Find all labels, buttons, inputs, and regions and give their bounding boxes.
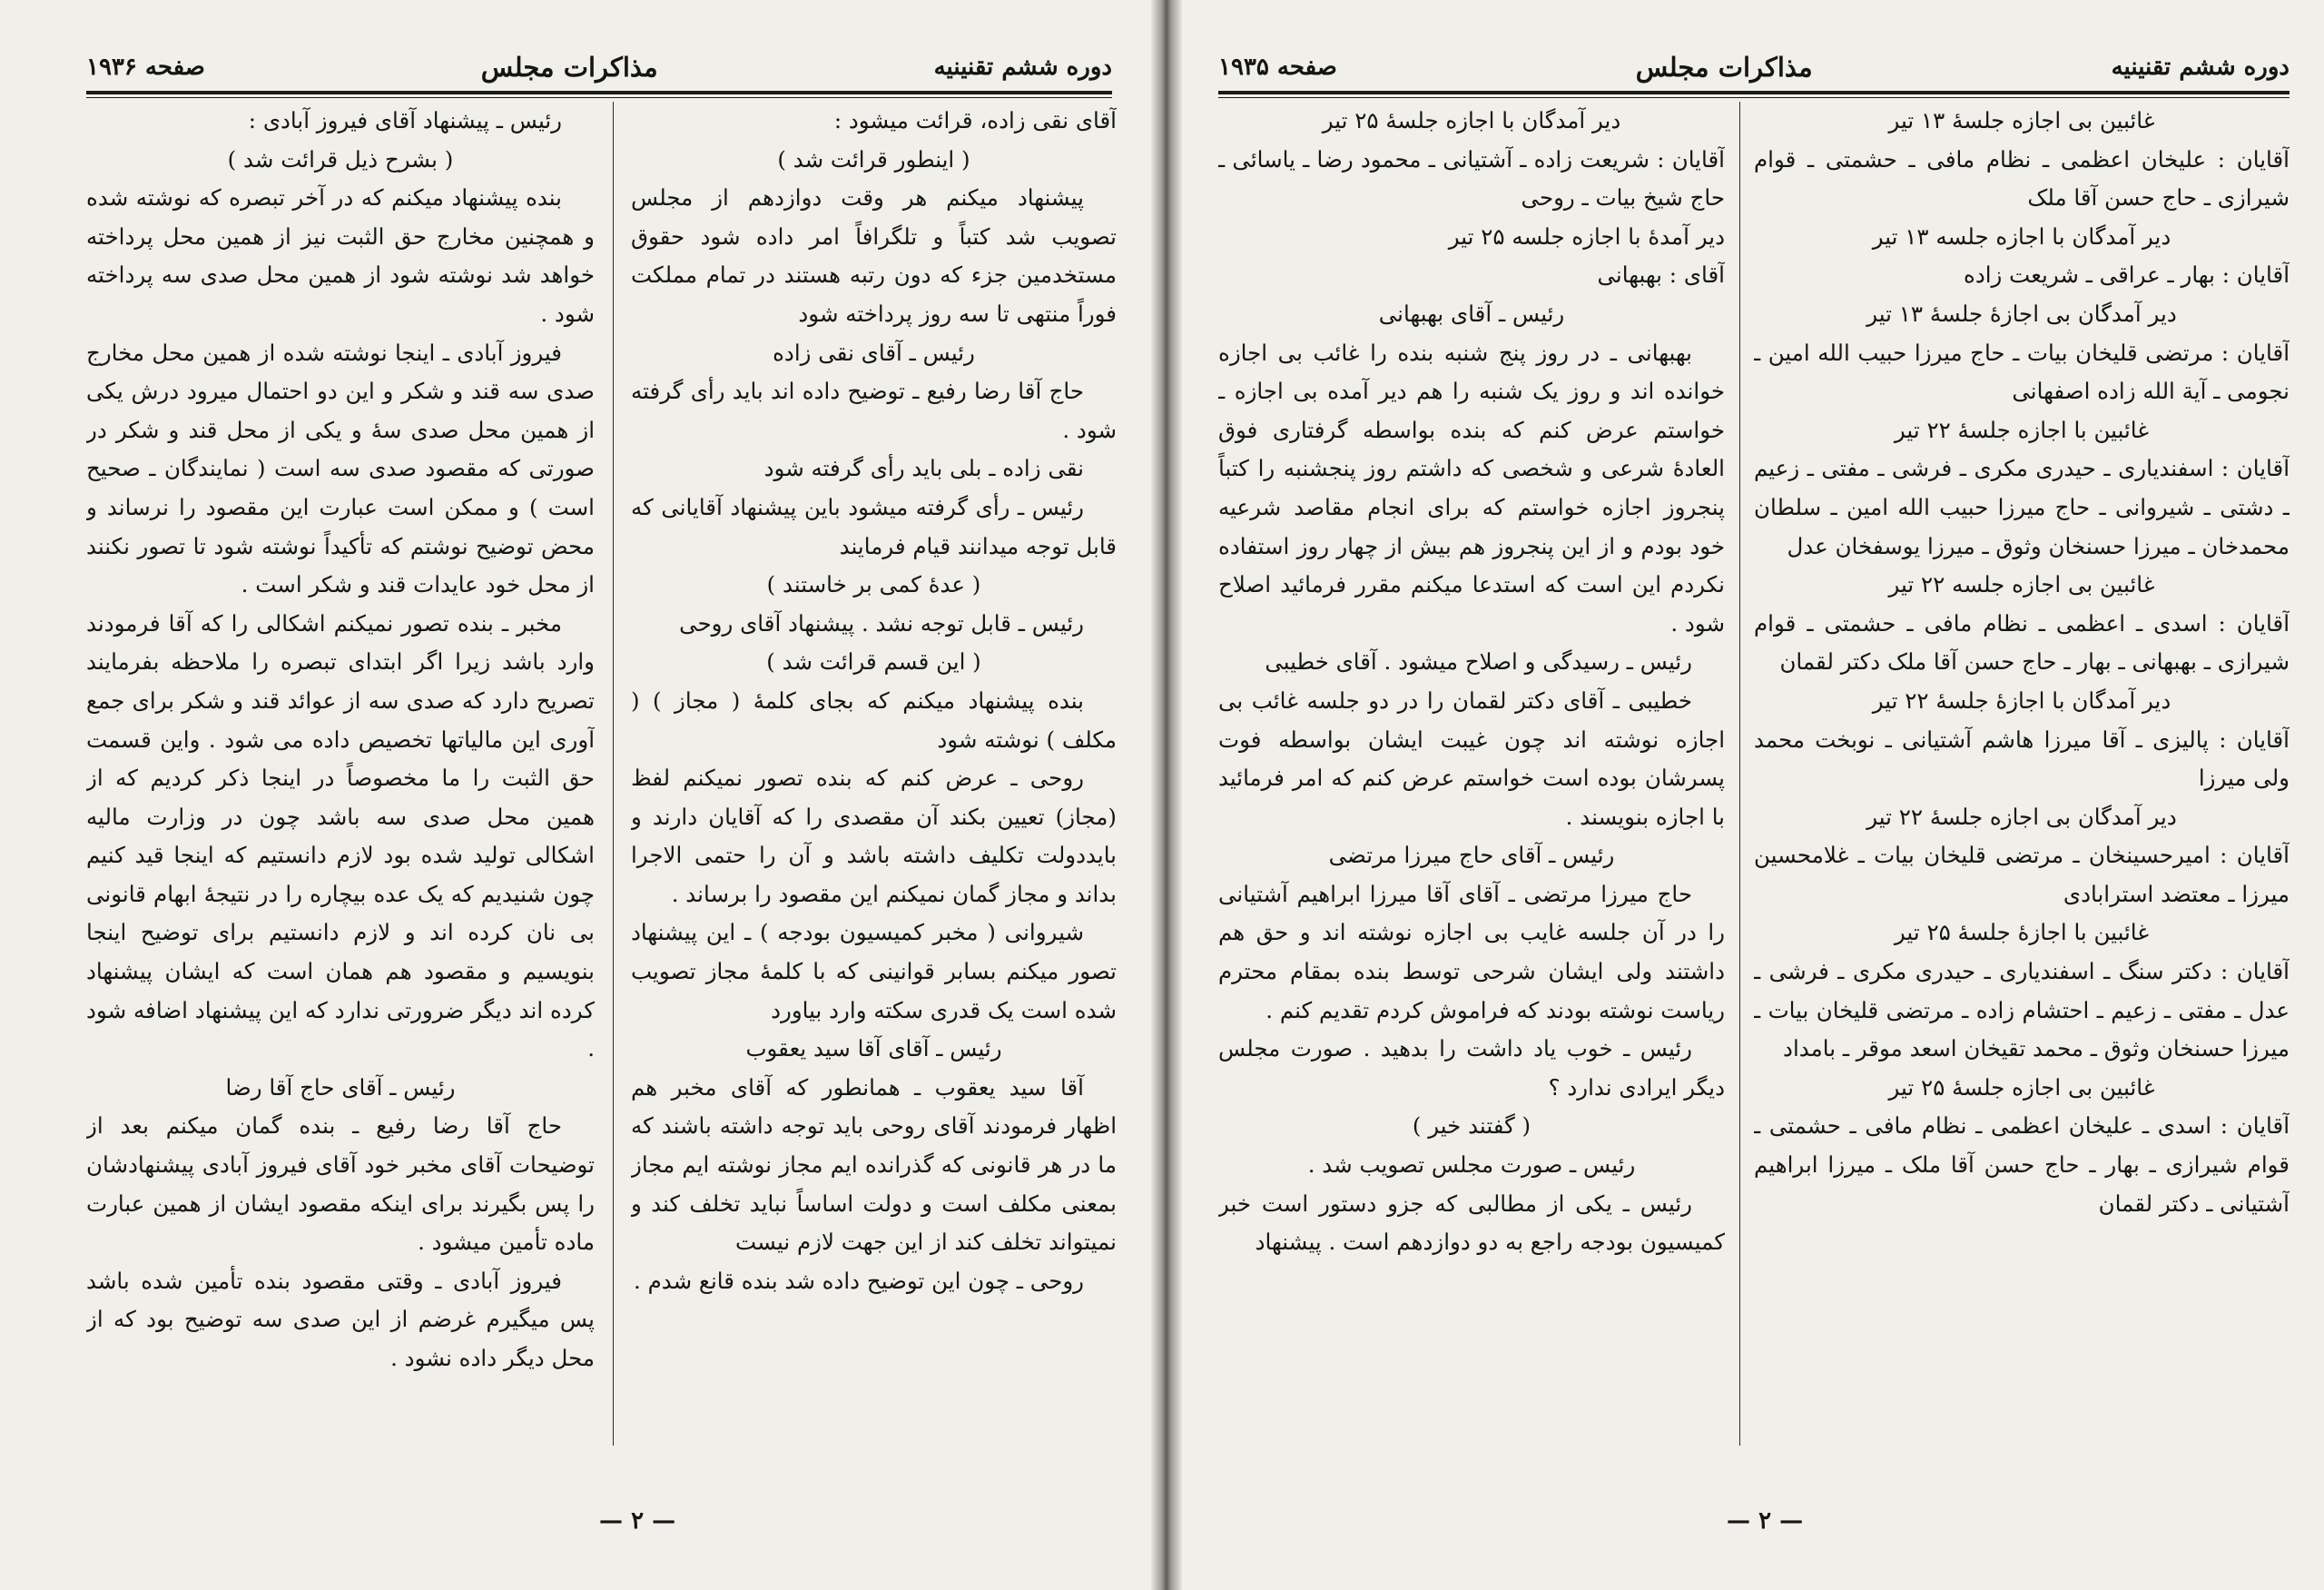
paragraph: رئیس ـ یکی از مطالبی که جزو دستور است خبر کمیسیون بودجه راجع به دو دوازدهم است . پیشنهاد — [1218, 1190, 1725, 1256]
heading-line: دیر آمدگان با اجازهٔ جلسهٔ ۲۲ تیر — [1872, 686, 2171, 714]
paragraph: دیر آمدهٔ با اجازه جلسه ۲۵ تیر — [1448, 222, 1725, 250]
paragraph: مخبر ـ بنده تصور نمیکنم اشکالی را که آقا فرمودند وارد باشد زیرا اگر ابتدای تبصره را ملاحظه بفرمایند تصریح دارد که صدی سه از عوائد قند و شکر برای جمع آوری این مالیاتها تخصیص داده می شود . واین قسمت حق الثبت را ما مخصوصاً در اینجا ذکر کردیم که از همین محل صدی سه باشد چون در وزارت مالیه اشکالی تولید شده بود لازم دانستیم که اینجا قید کنیم چون شنیدیم که یک عده بیچاره را در نتیجهٔ ابهام قانونی بی نان کرده اند و لازم دانستیم برای توضیح اینجا بنویسیم و مقصود هم همان است که ایشان پیشنهاد کرده اند دیگر ضرورتی ندارد که این پیشنهاد اضافه شود . — [86, 609, 595, 1062]
heading-line: غائبین با اجازه جلسهٔ ۲۲ تیر — [1894, 416, 2150, 443]
left-page-session: دوره ششم تقنینیه — [933, 54, 1112, 81]
paragraph: حاج آقا رضا رفیع ـ بنده گمان میکنم بعد از توضیحات آقای مخبر خود آقای فیروز آبادی پیشنهادشان را پس بگیرند برای اینکه مقصود ایشان از همین عبارت ماده تأمین میشود . — [86, 1112, 595, 1256]
heading-line: دیر آمدگان بی اجازه جلسهٔ ۲۲ تیر — [1866, 803, 2177, 830]
heading-line: غائبین با اجازهٔ جلسهٔ ۲۵ تیر — [1894, 919, 2150, 946]
paragraph: پیشنهاد میکنم هر وقت دوازدهم از مجلس تصویب شد کتباً و تلگرافاً امر داده شود حقوق مستخدمین جزء که دون رتبه هستند در تمام مملکت فوراً منتهی تا سه روز پرداخته شود — [631, 184, 1117, 327]
left-page-footer: — ٢ — — [599, 1507, 676, 1535]
paragraph: رئیس ـ قابل توجه نشد . پیشنهاد آقای روحی — [679, 609, 1084, 637]
left-page-right-column — [631, 102, 1117, 1455]
left-page-number: صفحه ۱۹۳۶ — [86, 54, 205, 81]
right-header-rule — [1218, 91, 2290, 94]
heading-line: رئیس ـ آقای حاج آقا رضا — [225, 1073, 456, 1101]
paragraph: آقایان : علیخان اعظمی ـ نظام مافی ـ حشمتی ـ قوام شیرازی ـ حاج حسن آقا ملک — [1754, 145, 2290, 212]
paragraph: آقایان : امیرحسینخان ـ مرتضی قلیخان بیات ـ غلامحسین میرزا ـ معتضد استرابادی — [1754, 842, 2290, 907]
paragraph: آقایان : اسدی ـ علیخان اعظمی ـ نظام مافی ـ حشمتی ـ قوام شیرازی ـ بهار ـ حاج حسن آقا ملک ـ میرزا ابراهیم آشتیانی ـ دکتر لقمان — [1754, 1112, 2290, 1217]
heading-line: ( اینطور قرائت شد ) — [777, 145, 970, 173]
heading-line: دیر آمدگان با اجازه جلسهٔ ۲۵ تیر — [1322, 107, 1621, 133]
heading-line: رئیس ـ آقای حاج میرزا مرتضی — [1328, 842, 1615, 869]
left-page-left-column — [86, 102, 595, 1455]
right-page-footer: — ٢ — — [1727, 1507, 1804, 1535]
paragraph: آقایان : بهار ـ عراقی ـ شریعت زاده — [1964, 262, 2290, 289]
paragraph: حاج میرزا مرتضی ـ آقای آقا میرزا ابراهیم آشتیانی را در آن جلسه غایب بی اجازه نوشته اند و حق هم داشتند ولی ایشان شرحی توسط بنده بمقام محترم ریاست نوشته بودند که فراموش کردم تقدیم کنم . — [1218, 880, 1725, 1023]
heading-line: ( این قسم قرائت شد ) — [766, 648, 981, 676]
paragraph: فیروز آبادی ـ وقتی مقصود بنده تأمین شده باشد پس میگیرم غرضم از این صدی سه توضیح بود که از محل دیگر داده نشود . — [86, 1267, 595, 1371]
right-page-title: مذاکرات مجلس — [1635, 52, 1813, 83]
right-page-session: دوره ششم تقنینیه — [2111, 54, 2290, 81]
heading-line: ( گفتند خیر ) — [1412, 1112, 1531, 1140]
paragraph: بنده پیشنهاد میکنم که در آخر تبصره که نوشته شده و همچنین مخارج حق الثبت نیز از همین محل پرداخته خواهد شد نوشته شود از همین محل صدی سه پرداخته شود . — [86, 184, 595, 327]
left-page-column-divider — [613, 102, 614, 1446]
paragraph: آقا سید یعقوب ـ همانطور که آقای مخبر هم اظهار فرمودند آقای روحی باید توجه داشته باشند که ما در هر قانونی که گذرانده ایم مجاز نوشته ایم مجاز بمعنی مکلف است و دولت اساساً نباید تخلف کند و نمیتواند تخلف کند از این جهت لازم نیست — [631, 1073, 1117, 1256]
paragraph: آقایان : اسدی ـ اعظمی ـ نظام مافی ـ حشمتی ـ قوام شیرازی ـ بهبهانی ـ بهار ـ حاج حسن آقا ملک دکتر لقمان — [1754, 609, 2290, 676]
heading-line: ( عدهٔ کمی بر خاستند ) — [766, 571, 981, 598]
paragraph: آقایان : مرتضی قلیخان بیات ـ حاج میرزا حبیب الله امین ـ نجومی ـ آیة الله زاده اصفهانی — [1754, 339, 2290, 405]
paragraph: آقایان : اسفندیاری ـ حیدری مکری ـ فرشی ـ مفتی ـ زعیم ـ دشتی ـ شیروانی ـ حاج میرزا حبیب الله امین ـ سلطان محمدخان ـ میرزا حسنخان وثوق ـ میرزا یوسفخان عدل — [1754, 455, 2290, 559]
right-page — [1182, 0, 2324, 1590]
paragraph: شیروانی ( مخبر کمیسیون بودجه ) ـ این پیشنهاد تصور میکنم بسابر قوانینی که با کلمهٔ مجاز تصویب شده است یک قدری سکته وارد بیاورد — [631, 919, 1117, 1023]
right-page-left-column — [1218, 102, 1725, 1455]
right-header-rule-thin — [1218, 97, 2290, 98]
paragraph: رئیس ـ خوب یاد داشت را بدهید . صورت مجلس دیگر ایرادی ندارد ؟ — [1218, 1035, 1725, 1101]
left-header-rule — [86, 91, 1112, 94]
paragraph: آقای : بهبهانی — [1597, 262, 1725, 289]
paragraph: نقی زاده ـ بلی باید رأی گرفته شود — [763, 455, 1084, 482]
right-page-number: صفحه ۱۹۳۵ — [1218, 54, 1337, 81]
paragraph: بنده پیشنهاد میکنم که بجای کلمهٔ ( مجاز ) ( مکلف ) نوشته شود — [631, 686, 1117, 753]
paragraph: آقای نقی زاده، قرائت میشود : — [833, 107, 1117, 133]
paragraph: فیروز آبادی ـ اینجا نوشته شده از همین محل مخارج صدی سه قند و شکر و این دو احتمال میرود درش یکی از همین محل صدی سهٔ و یکی از محل قند و شکر در صورتی که مقصود صدی سه است ( نمایندگان ـ صحیح است ) و ممکن است عبارت این مقصود را نرساند و محض توضیح نوشتم که تأکیداً نوشته شود تا تصور نکنند از محل خود عایدات قند و شکر است . — [86, 339, 595, 598]
paragraph: حاج آقا رضا رفیع ـ توضیح داده اند باید رأی گرفته شود . — [631, 378, 1117, 443]
left-page — [0, 0, 1151, 1590]
paragraph: رئیس ـ رسیدگی و اصلاح میشود . آقای خطیبی — [1265, 648, 1692, 676]
heading-line: غائبین بی اجازه جلسهٔ ۲۵ تیر — [1888, 1073, 2155, 1101]
left-header-rule-thin — [86, 97, 1112, 98]
right-page-column-divider — [1739, 102, 1740, 1446]
paragraph: بهبهانی ـ در روز پنج شنبه بنده را غائب بی اجازه خوانده اند و روز یک شنبه را هم دیر آمده بی اجازه ـ خواستم عرض کنم که بنده بواسطه گرفتاری فوق العادهٔ شرعی و شخصی که داشتم روز پنجشنبه را کتباً پنجروز اجازه خواستم که برای انجام مقاصد شرعیه خود بودم و از این پنجروز هم بیش از چهار روز استفاده نکردم این است که استدعا میکنم مقرر فرمائید اصلاح شود . — [1218, 339, 1725, 637]
paragraph: آقایان : دکتر سنگ ـ اسفندیاری ـ حیدری مکری ـ فرشی ـ عدل ـ مفتی ـ زعیم ـ احتشام زاده ـ مرتضی قلیخان بیات ـ میرزا حسنخان وثوق ـ محمد تقیخان اسعد موقر ـ بامداد — [1754, 958, 2290, 1062]
heading-line: غائبین بی اجازه جلسه ۲۲ تیر — [1888, 571, 2155, 598]
paragraph: رئیس ـ پیشنهاد آقای فیروز آبادی : — [248, 107, 562, 133]
heading-line: رئیس ـ آقای آقا سید یعقوب — [745, 1035, 1002, 1062]
heading-line: غائبین بی اجازه جلسهٔ ۱۳ تیر — [1888, 107, 2155, 133]
paragraph: رئیس ـ رأی گرفته میشود باین پیشنهاد آقایانی که قابل توجه میدانند قیام فرمایند — [631, 493, 1117, 559]
heading-line: ( بشرح ذیل قرائت شد ) — [227, 145, 454, 173]
heading-line: دیر آمدگان با اجازه جلسه ۱۳ تیر — [1872, 222, 2171, 250]
heading-line: دیر آمدگان بی اجازهٔ جلسهٔ ۱۳ تیر — [1866, 300, 2177, 327]
heading-line: رئیس ـ آقای نقی زاده — [773, 339, 975, 366]
paragraph: خطیبی ـ آقای دکتر لقمان را در دو جلسه غائب بی اجازه نوشته اند چون غیبت ایشان بواسطه فوت پسرشان بوده است خواستم عرض کنم که امر فرمائید با اجازه بنویسند . — [1218, 686, 1725, 830]
heading-line: رئیس ـ آقای بهبهانی — [1378, 300, 1565, 327]
paragraph: روحی ـ چون این توضیح داده شد بنده قانع شدم . — [634, 1267, 1084, 1294]
paragraph: آقایان : شریعت زاده ـ آشتیانی ـ محمود رضا ـ یاسائی ـ حاج شیخ بیات ـ روحی — [1218, 145, 1725, 212]
heading-line: رئیس ـ صورت مجلس تصویب شد . — [1307, 1151, 1636, 1179]
right-page-header — [1218, 47, 2290, 87]
paragraph: آقایان : پالیزی ـ آقا میرزا هاشم آشتیانی ـ نوبخت محمد ولی میرزا — [1754, 726, 2290, 792]
right-page-right-column — [1754, 102, 2290, 1455]
left-page-header — [86, 47, 1112, 87]
book-gutter — [1151, 0, 1182, 1590]
left-page-title: مذاکرات مجلس — [480, 52, 658, 83]
paragraph: روحی ـ عرض کنم که بنده تصور نمیکنم لفظ (مجاز) تعیین بکند آن مقصدی را که آقایان دارند و بایددولت تکلیف داشته باشد و آن را حتمی الاجرا بداند و مجاز گمان نمیکنم این مقصود را برساند . — [631, 765, 1117, 907]
